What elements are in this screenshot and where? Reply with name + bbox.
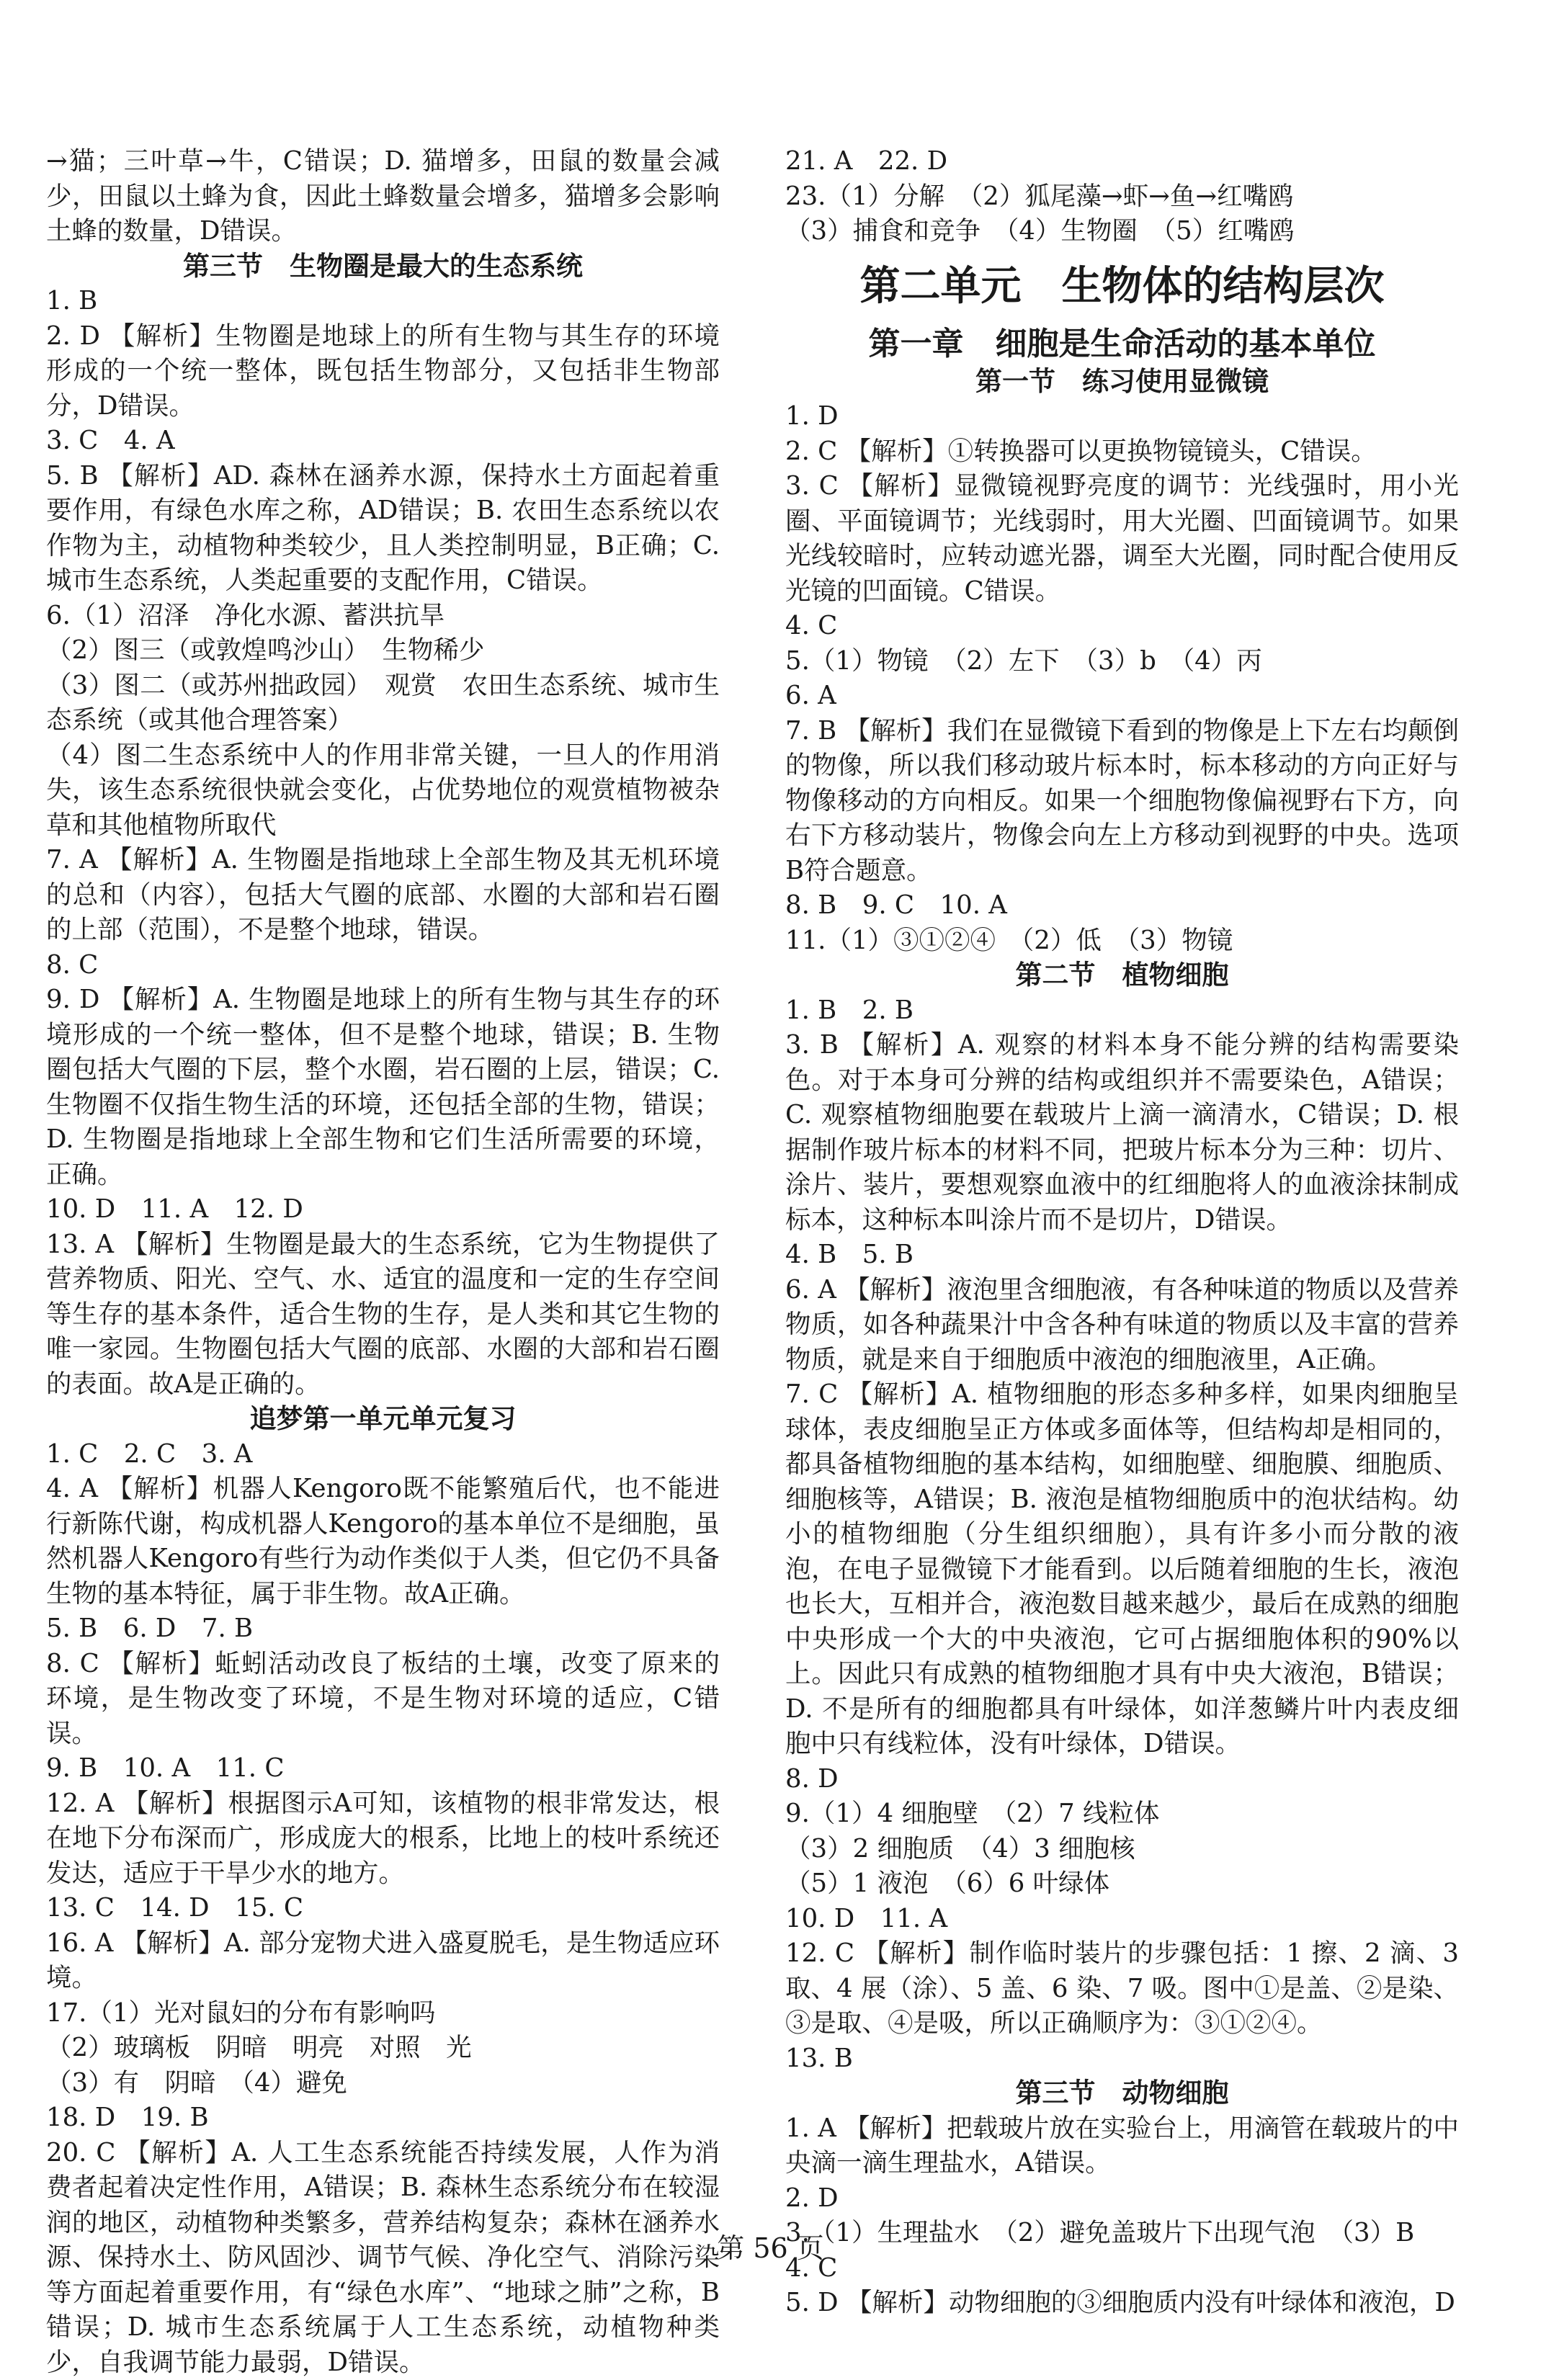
answer-line: 7. A 【解析】A. 生物圈是指地球上全部生物及其无机环境的总和（内容），包括大气圈的底部、水圈的大部和岩石圈的上部（范围），不是整个地球，错误。 xyxy=(46,843,720,948)
answer-line: 4. C xyxy=(785,609,1459,644)
answer-line: 16. A 【解析】A. 部分宠物犬进入盛夏脱毛，是生物适应环境。 xyxy=(46,1926,720,1996)
answer-line: 6.（1）沼泽 净化水源、蓄洪抗旱 xyxy=(46,599,720,634)
answer-line: 3. C 【解析】显微镜视野亮度的调节：光线强时，用小光圈、平面镜调节；光线弱时，用大光圈、凹面镜调节。如果光线较暗时，应转动遮光器，调至大光圈，同时配合使用反光镜的凹面镜。C错误。 xyxy=(785,469,1459,609)
section-heading: 第一节 练习使用显微镜 xyxy=(785,364,1459,400)
answer-line: （2）图三（或敦煌鸣沙山） 生物稀少 xyxy=(46,633,720,668)
answer-line: （5）1 液泡 （6）6 叶绿体 xyxy=(785,1866,1459,1902)
answer-line: 4. B 5. B xyxy=(785,1238,1459,1273)
answer-line: 9.（1）4 细胞壁 （2）7 线粒体 xyxy=(785,1797,1459,1832)
answer-line: 4. C xyxy=(785,2251,1459,2286)
answer-line: 9. D 【解析】A. 生物圈是地球上的所有生物与其生存的环境形成的一个统一整体，但不是整个地球，错误；B. 生物圈包括大气圈的下层，整个水圈，岩石圈的上层，错误；C. 生物圈不仅指生物生活的环境，还包括全部的生物，错误；D. 生物圈是指地球上全部生物和它们生活所需要的环境，正确。 xyxy=(46,983,720,1192)
answer-line: （3）2 细胞质 （4）3 细胞核 xyxy=(785,1832,1459,1867)
answer-line: 20. C 【解析】A. 人工生态系统能否持续发展，人作为消费者起着决定性作用，A错误；B. 森林生态系统分布在较湿润的地区，动植物种类繁多，营养结构复杂；森林在涵养水源、保持水土、防风固沙、调节气候、净化空气、消除污染等方面起着重要作用，有“绿色水库”、“地球之肺”之称，B错误；D. 城市生态系统属于人工生态系统，动植物种类少，自我调节能力最弱，D错误。 xyxy=(46,2136,720,2380)
answer-line: 8. D xyxy=(785,1762,1459,1797)
answer-line: 11.（1）③①②④ （2）低 （3）物镜 xyxy=(785,923,1459,959)
answer-line: 1. B 2. B xyxy=(785,993,1459,1029)
answer-line: 7. B 【解析】我们在显微镜下看到的物像是上下左右均颠倒的物像，所以我们移动玻片标本时，标本移动的方向正好与物像移动的方向相反。如果一个细胞物像偏视野右下方，向右下方移动装片，物像会向左上方移动到视野的中央。选项B符合题意。 xyxy=(785,714,1459,889)
answer-line: 18. D 19. B xyxy=(46,2101,720,2136)
answer-line: （4）图二生态系统中人的作用非常关键，一旦人的作用消失，该生态系统很快就会变化，占优势地位的观赏植物被杂草和其他植物所取代 xyxy=(46,738,720,844)
answer-line: 5. D 【解析】动物细胞的③细胞质内没有叶绿体和液泡，D xyxy=(785,2286,1459,2321)
section-heading: 第三节 动物细胞 xyxy=(785,2076,1459,2111)
answer-line: 2. D 【解析】生物圈是地球上的所有生物与其生存的环境形成的一个统一整体，既包括生物部分，又包括非生物部分，D错误。 xyxy=(46,319,720,424)
answer-line: 5. B 6. D 7. B xyxy=(46,1611,720,1647)
answer-line: 10. D 11. A 12. D xyxy=(46,1192,720,1227)
answer-line: 4. A 【解析】机器人Kengoro既不能繁殖后代，也不能进行新陈代谢，构成机器人Kengoro的基本单位不是细胞，虽然机器人Kengoro有些行为动作类似于人类，但它仍不具备生物的基本特征，属于非生物。故A正确。 xyxy=(46,1472,720,1611)
answer-line: 1. B xyxy=(46,284,720,319)
left-column xyxy=(46,144,720,2219)
section-heading: 第二节 植物细胞 xyxy=(785,958,1459,993)
answer-line: 6. A xyxy=(785,679,1459,714)
answer-line: （3）有 阴暗 （4）避免 xyxy=(46,2066,720,2101)
right-column xyxy=(785,144,1459,2219)
answer-line: （2）玻璃板 阴暗 明亮 对照 光 xyxy=(46,2031,720,2066)
answer-line: 6. A 【解析】液泡里含细胞液，有各种味道的物质以及营养物质，如各种蔬果汁中含各种有味道的物质以及丰富的营养物质，就是来自于细胞质中液泡的细胞液里，A正确。 xyxy=(785,1273,1459,1378)
page-number: 第 56 页 xyxy=(0,2231,1541,2265)
answer-line: （3）捕食和竞争 （4）生物圈 （5）红嘴鸥 xyxy=(785,214,1459,249)
answer-line: 3. B 【解析】A. 观察的材料本身不能分辨的结构需要染色。对于本身可分辨的结构或组织并不需要染色，A错误；C. 观察植物细胞要在载玻片上滴一滴清水，C错误；D. 根据制作玻片标本的材料不同，把玻片标本分为三种：切片、涂片、装片，要想观察血液中的红细胞将人的血液涂抹制成标本，这种标本叫涂片而不是切片，D错误。 xyxy=(785,1028,1459,1238)
section-heading: 追梦第一单元单元复习 xyxy=(46,1402,720,1437)
answer-line: 13. A 【解析】生物圈是最大的生态系统，它为生物提供了营养物质、阳光、空气、水、适宜的温度和一定的生存空间等生存的基本条件，适合生物的生存，是人类和其它生物的唯一家园。生物圈包括大气圈的底部、水圈的大部和岩石圈的表面。故A是正确的。 xyxy=(46,1227,720,1402)
answer-line: 17.（1）光对鼠妇的分布有影响吗 xyxy=(46,1996,720,2031)
answer-line: 3.（1）生理盐水 （2）避免盖玻片下出现气泡 （3）B xyxy=(785,2216,1459,2251)
answer-line: 8. C xyxy=(46,948,720,983)
answer-line: 21. A 22. D xyxy=(785,144,1459,179)
answer-line: （3）图二（或苏州拙政园） 观赏 农田生态系统、城市生态系统（或其他合理答案） xyxy=(46,668,720,738)
unit-heading: 第二单元 生物体的结构层次 xyxy=(785,262,1459,311)
chapter-heading: 第一章 细胞是生命活动的基本单位 xyxy=(785,324,1459,364)
answer-line: 3. C 4. A xyxy=(46,424,720,459)
answer-line: 12. A 【解析】根据图示A可知，该植物的根非常发达，根在地下分布深而广，形成庞大的根系，比地上的枝叶系统还发达，适应于干旱少水的地方。 xyxy=(46,1786,720,1892)
answer-line: 13. C 14. D 15. C xyxy=(46,1891,720,1926)
answer-line: 13. B xyxy=(785,2041,1459,2077)
answer-line: 5. B 【解析】AD. 森林在涵养水源，保持水土方面起着重要作用，有绿色水库之称，AD错误；B. 农田生态系统以农作物为主，动植物种类较少，且人类控制明显，B正确；C. 城市生态系统，人类起重要的支配作用，C错误。 xyxy=(46,459,720,599)
answer-line: 12. C 【解析】制作临时装片的步骤包括：1 擦、2 滴、3 取、4 展（涂）、5 盖、6 染、7 吸。图中①是盖、②是染、③是取、④是吸，所以正确顺序为：③①②④。 xyxy=(785,1936,1459,2041)
section-heading: 第三节 生物圈是最大的生态系统 xyxy=(46,249,720,285)
answer-line: 1. D xyxy=(785,399,1459,434)
answer-line: →猫；三叶草→牛，C错误；D. 猫增多，田鼠的数量会减少，田鼠以土蜂为食，因此土蜂数量会增多，猫增多会影响土蜂的数量，D错误。 xyxy=(46,144,720,249)
answer-line: 8. C 【解析】蚯蚓活动改良了板结的土壤，改变了原来的环境，是生物改变了环境，不是生物对环境的适应，C错误。 xyxy=(46,1647,720,1752)
answer-line: 1. C 2. C 3. A xyxy=(46,1437,720,1472)
answer-line: 8. B 9. C 10. A xyxy=(785,888,1459,923)
answer-line: 1. A 【解析】把载玻片放在实验台上，用滴管在载玻片的中央滴一滴生理盐水，A错误。 xyxy=(785,2111,1459,2181)
answer-line: 2. C 【解析】①转换器可以更换物镜镜头，C错误。 xyxy=(785,434,1459,470)
answer-line: 10. D 11. A xyxy=(785,1902,1459,1937)
answer-line: 2. D xyxy=(785,2181,1459,2216)
answer-line: 23.（1）分解 （2）狐尾藻→虾→鱼→红嘴鸥 xyxy=(785,179,1459,215)
answer-line: 9. B 10. A 11. C xyxy=(46,1751,720,1786)
answer-line: 5.（1）物镜 （2）左下 （3）b （4）丙 xyxy=(785,644,1459,679)
answer-line: 7. C 【解析】A. 植物细胞的形态多种多样，如果肉细胞呈球体，表皮细胞呈正方体或多面体等，但结构却是相同的，都具备植物细胞的基本结构，如细胞壁、细胞膜、细胞质、细胞核等，A错误；B. 液泡是植物细胞质中的泡状结构。幼小的植物细胞（分生组织细胞），具有许多小而分散的液泡，在电子显微镜下才能看到。以后随着细胞的生长，液泡也长大，互相并合，液泡数目越来越少，最后在成熟的细胞中央形成一个大的中央液泡，它可占据细胞体积的90%以上。因此只有成熟的植物细胞才具有中央大液泡，B错误；D. 不是所有的细胞都具有叶绿体，如洋葱鳞片叶内表皮细胞中只有线粒体，没有叶绿体，D错误。 xyxy=(785,1377,1459,1762)
